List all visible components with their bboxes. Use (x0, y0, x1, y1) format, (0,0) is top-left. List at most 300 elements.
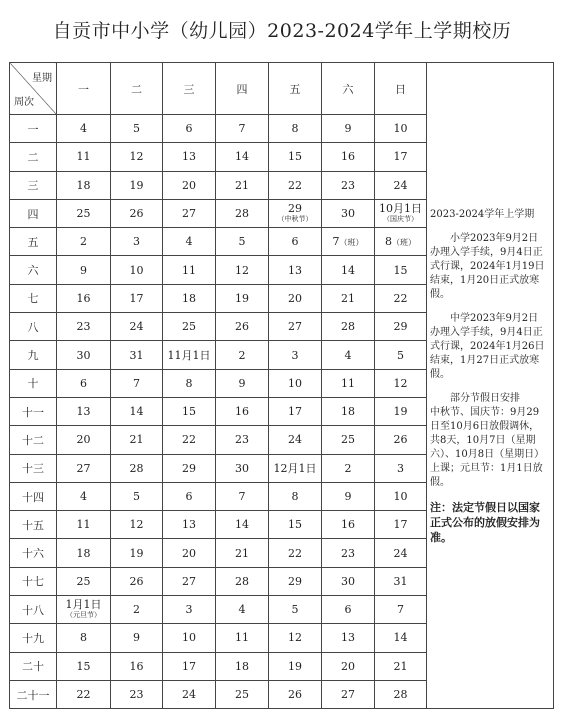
date-cell (163, 567, 216, 595)
date-cell (57, 680, 111, 708)
date-value: 26 (288, 688, 302, 702)
date-cell (57, 454, 111, 482)
date-value: 14 (235, 518, 249, 532)
date-cell (269, 341, 322, 369)
date-value: 17 (393, 518, 408, 532)
date-value: 11 (341, 376, 355, 390)
week-number-cell: 十五 (10, 511, 57, 539)
date-value: 3 (291, 348, 299, 362)
date-value: 20 (76, 433, 91, 447)
date-cell (322, 369, 375, 397)
date-value: 7 (332, 235, 340, 249)
date-cell (111, 143, 163, 171)
date-cell (163, 511, 216, 539)
date-cell (216, 256, 269, 284)
date-cell (163, 482, 216, 510)
date-value: 18 (235, 659, 249, 673)
corner-header-cell (10, 63, 57, 115)
date-cell (57, 199, 111, 227)
date-cell (57, 624, 111, 652)
date-value: 23 (341, 178, 355, 192)
date-value: 2 (80, 235, 87, 249)
date-value: 27 (76, 461, 91, 475)
date-value: 16 (235, 405, 249, 419)
date-cell (111, 369, 163, 397)
date-value: 11 (76, 518, 91, 532)
date-cell (57, 256, 111, 284)
date-value: 14 (235, 150, 249, 164)
date-cell (269, 228, 322, 256)
date-value: 21 (235, 546, 249, 560)
date-cell (57, 313, 111, 341)
date-cell (111, 313, 163, 341)
date-value: 21 (235, 178, 249, 192)
date-value: 20 (182, 178, 196, 192)
date-value: 7 (238, 122, 246, 136)
date-cell (216, 228, 269, 256)
date-value: 15 (288, 518, 302, 532)
weekday-header: 二 (111, 63, 163, 115)
date-value: 3 (133, 235, 140, 249)
date-cell (322, 454, 375, 482)
date-cell (375, 313, 427, 341)
date-value: 30 (235, 461, 249, 475)
date-cell (375, 454, 427, 482)
date-cell (111, 596, 163, 624)
date-cell (163, 454, 216, 482)
date-value: 16 (341, 150, 355, 164)
date-value: 7 (133, 376, 140, 390)
date-value: 28 (235, 574, 249, 588)
date-cell (269, 171, 322, 199)
date-cell (269, 482, 322, 510)
date-value: 23 (129, 688, 144, 702)
date-value: 24 (393, 546, 408, 560)
date-cell (375, 115, 427, 143)
date-value: 22 (182, 433, 196, 447)
week-number-cell: 十九 (10, 624, 57, 652)
week-number-cell: 九 (10, 341, 57, 369)
date-cell (216, 199, 269, 227)
date-cell (322, 341, 375, 369)
date-value: 15 (393, 263, 408, 277)
date-value: 14 (341, 263, 355, 277)
date-cell (269, 652, 322, 680)
date-cell (322, 256, 375, 284)
date-cell (375, 171, 427, 199)
date-cell (111, 652, 163, 680)
date-value: 10 (393, 490, 408, 503)
date-cell (322, 511, 375, 539)
week-number-cell: 十二 (10, 426, 57, 454)
date-cell (216, 511, 269, 539)
date-value: 9 (133, 631, 140, 645)
date-value: 2 (344, 461, 352, 475)
date-cell (375, 624, 427, 652)
week-number-cell: 十八 (10, 596, 57, 624)
notes-remark: 注：法定节假日以国家正式公布的放假安排为准。 (430, 501, 540, 544)
date-cell (57, 115, 111, 143)
date-value: 13 (182, 518, 196, 532)
date-cell (216, 539, 269, 567)
date-cell (269, 624, 322, 652)
date-value: 26 (129, 574, 144, 588)
date-value: 11月1日 (167, 349, 211, 363)
week-number-cell: 十七 (10, 567, 57, 595)
date-cell (111, 680, 163, 708)
date-value: 21 (129, 433, 144, 447)
date-value: 11 (182, 263, 196, 277)
date-value: 13 (182, 150, 196, 164)
date-cell (269, 567, 322, 595)
date-cell (163, 228, 216, 256)
date-value: 29 (288, 202, 302, 216)
notes-middle-school: 中学2023年9月2日办理入学手续，9月4日正式行课，2024年1月26日结束，1月27日正式放寒假。 (430, 313, 545, 380)
date-cell (163, 624, 216, 652)
date-value: 27 (288, 320, 302, 334)
week-number-cell: 二 (10, 143, 57, 171)
date-value: 18 (76, 178, 91, 192)
date-value: 20 (288, 291, 302, 305)
date-cell (163, 652, 216, 680)
date-cell (57, 341, 111, 369)
date-cell (57, 596, 111, 624)
date-value: 19 (129, 546, 144, 560)
date-cell (57, 426, 111, 454)
date-value: 19 (393, 405, 408, 419)
date-value: 1月1日 (65, 598, 102, 612)
date-value: 16 (129, 659, 144, 673)
week-number-cell: 五 (10, 228, 57, 256)
date-value: 21 (341, 291, 355, 305)
date-cell (111, 567, 163, 595)
notes-holiday-text: 中秋节、国庆节：9月29日至10月6日放假调休，共8天，10月7日（星期六）、10月8日（星期日）上课；元旦节：1月1日放假。 (430, 407, 545, 488)
date-cell (269, 680, 322, 708)
date-value: 26 (129, 207, 144, 221)
date-value: 25 (235, 688, 249, 702)
calendar-notes (427, 63, 554, 709)
weekday-header: 五 (269, 63, 322, 115)
notes-holiday-title: 部分节假日安排 (450, 393, 520, 404)
date-value: 9 (344, 490, 352, 503)
date-value: 12 (393, 376, 408, 390)
week-number-cell: 十四 (10, 482, 57, 510)
date-value: 8 (185, 376, 193, 390)
date-cell (269, 284, 322, 312)
date-cell (163, 369, 216, 397)
date-value: 27 (182, 207, 196, 221)
date-cell (269, 199, 322, 227)
date-cell (163, 426, 216, 454)
week-number-cell: 一 (10, 115, 57, 143)
date-value: 17 (393, 150, 408, 164)
week-number-cell: 二十一 (10, 680, 57, 708)
date-value: 28 (235, 207, 249, 221)
date-cell (111, 341, 163, 369)
date-value: 4 (344, 348, 352, 362)
date-value: 10 (393, 122, 408, 136)
date-cell (322, 624, 375, 652)
date-cell (322, 143, 375, 171)
date-value: 4 (238, 603, 246, 617)
date-cell (322, 680, 375, 708)
date-cell (322, 567, 375, 595)
week-axis-label: 周次 (14, 97, 34, 108)
date-value: 6 (185, 122, 193, 136)
date-value: 15 (76, 659, 91, 673)
date-value: 29 (182, 461, 196, 475)
week-number-cell: 八 (10, 313, 57, 341)
date-value: 9 (344, 122, 352, 136)
date-cell (375, 284, 427, 312)
week-number-cell: 十六 (10, 539, 57, 567)
date-cell (269, 511, 322, 539)
date-value: 20 (182, 546, 196, 560)
date-cell (216, 596, 269, 624)
date-cell (216, 143, 269, 171)
date-value: 11 (235, 631, 249, 645)
date-value: 6 (185, 490, 193, 503)
date-value: 6 (291, 235, 299, 249)
date-value: 17 (288, 405, 302, 419)
week-number-cell: 三 (10, 171, 57, 199)
date-value: 4 (80, 490, 87, 503)
date-value: 8 (291, 122, 299, 136)
date-value: 8 (80, 631, 87, 645)
date-value: 28 (393, 688, 408, 702)
date-value: 29 (288, 574, 302, 588)
week-number-cell: 十 (10, 369, 57, 397)
date-value: 5 (397, 348, 404, 362)
date-cell (375, 369, 427, 397)
date-value: 24 (288, 433, 302, 447)
date-cell (163, 539, 216, 567)
date-cell (57, 539, 111, 567)
date-cell (216, 567, 269, 595)
date-value: 22 (76, 688, 91, 702)
date-cell (111, 624, 163, 652)
date-value: 12月1日 (273, 462, 317, 476)
date-cell (216, 341, 269, 369)
date-value: 7 (397, 603, 404, 617)
date-value: 6 (344, 603, 352, 617)
week-number-cell: 二十 (10, 652, 57, 680)
date-value: 21 (393, 659, 408, 673)
date-value: 18 (76, 546, 91, 560)
date-cell (216, 115, 269, 143)
date-value: 30 (341, 207, 355, 221)
date-cell (111, 539, 163, 567)
date-value: 23 (235, 433, 249, 447)
date-value: 9 (80, 263, 87, 277)
date-value: 16 (341, 518, 355, 532)
date-cell (322, 313, 375, 341)
date-cell (216, 680, 269, 708)
date-value: 4 (80, 122, 87, 136)
date-cell (375, 539, 427, 567)
date-value: 18 (182, 291, 196, 305)
date-cell (269, 397, 322, 425)
date-value: 25 (182, 320, 196, 334)
date-cell (163, 256, 216, 284)
date-cell (269, 426, 322, 454)
date-cell (322, 426, 375, 454)
date-value: 13 (76, 405, 91, 419)
date-value: 10 (182, 631, 196, 645)
date-value: 5 (291, 603, 299, 617)
date-value: 13 (341, 631, 355, 645)
date-value: 25 (76, 207, 91, 221)
date-cell (216, 624, 269, 652)
weekday-header: 四 (216, 63, 269, 115)
date-value: 16 (76, 291, 91, 305)
date-cell (111, 256, 163, 284)
holiday-label: （元旦节） (66, 611, 101, 620)
date-cell (111, 228, 163, 256)
date-value: 19 (129, 178, 144, 192)
date-cell (375, 341, 427, 369)
date-cell (375, 256, 427, 284)
date-cell (269, 256, 322, 284)
date-cell (216, 171, 269, 199)
date-cell (322, 596, 375, 624)
date-value: 5 (133, 490, 140, 503)
date-value: 28 (341, 320, 355, 334)
notes-heading: 2023-2024学年上学期 (430, 209, 535, 220)
weekday-header: 一 (57, 63, 111, 115)
date-value: 22 (288, 178, 302, 192)
notes-primary-school: 小学2023年9月2日办理入学手续，9月4日正式行课，2024年1月19日结束，1月20日正式放寒假。 (430, 233, 545, 300)
date-value: 15 (182, 405, 196, 419)
date-cell (163, 143, 216, 171)
date-cell (375, 511, 427, 539)
date-cell (269, 454, 322, 482)
date-cell (269, 143, 322, 171)
date-value: 24 (129, 320, 144, 334)
date-cell (111, 511, 163, 539)
school-calendar-table (9, 62, 554, 709)
date-cell (111, 426, 163, 454)
date-value: 14 (129, 405, 144, 419)
date-value: 30 (76, 348, 91, 362)
date-cell (111, 115, 163, 143)
weekday-axis-label: 星期 (32, 73, 52, 84)
date-cell (57, 511, 111, 539)
date-value: 24 (393, 178, 408, 192)
date-value: 15 (288, 150, 302, 164)
date-cell (269, 539, 322, 567)
date-cell (269, 313, 322, 341)
date-cell (216, 482, 269, 510)
date-cell (216, 454, 269, 482)
date-cell (216, 652, 269, 680)
date-cell (111, 397, 163, 425)
date-cell (163, 313, 216, 341)
date-cell (163, 680, 216, 708)
date-cell (163, 199, 216, 227)
date-cell (375, 482, 427, 510)
date-value: 6 (80, 376, 87, 390)
date-cell (322, 482, 375, 510)
date-value: 12 (129, 518, 144, 532)
date-value: 26 (235, 320, 249, 334)
weekday-header: 六 (322, 63, 375, 115)
date-cell (269, 596, 322, 624)
date-value: 12 (235, 263, 249, 277)
date-value: 10月1日 (379, 202, 422, 216)
date-value: 19 (235, 291, 249, 305)
workday-tag: （班） (392, 238, 416, 248)
date-value: 5 (133, 122, 140, 136)
date-value: 7 (238, 490, 246, 503)
date-cell (111, 199, 163, 227)
date-value: 25 (341, 433, 355, 447)
date-cell (322, 228, 375, 256)
week-number-cell: 六 (10, 256, 57, 284)
date-cell (111, 171, 163, 199)
page-title: 自贡市中小学（幼儿园）2023-2024学年上学期校历 (52, 20, 512, 42)
date-cell (163, 284, 216, 312)
date-cell (163, 341, 216, 369)
date-value: 17 (129, 291, 144, 305)
date-cell (57, 397, 111, 425)
date-cell (57, 369, 111, 397)
week-number-cell: 七 (10, 284, 57, 312)
date-value: 23 (341, 546, 355, 560)
date-cell (216, 369, 269, 397)
date-cell (57, 482, 111, 510)
date-cell (322, 171, 375, 199)
date-cell (322, 397, 375, 425)
date-cell (375, 596, 427, 624)
date-value: 27 (182, 574, 196, 588)
date-value: 4 (185, 235, 193, 249)
date-value: 19 (288, 659, 302, 673)
week-number-cell: 四 (10, 199, 57, 227)
date-cell (216, 397, 269, 425)
date-value: 12 (288, 631, 302, 645)
date-cell (322, 652, 375, 680)
date-value: 31 (393, 574, 408, 588)
date-value: 29 (393, 320, 408, 334)
date-value: 31 (129, 348, 144, 362)
date-cell (322, 539, 375, 567)
date-value: 20 (341, 659, 355, 673)
holiday-label: （国庆节） (383, 215, 418, 224)
date-cell (375, 680, 427, 708)
date-value: 28 (129, 461, 144, 475)
date-value: 24 (182, 688, 196, 702)
weekday-header: 日 (375, 63, 427, 115)
date-cell (57, 567, 111, 595)
week-number-cell: 十一 (10, 397, 57, 425)
date-value: 3 (397, 461, 404, 475)
date-value: 14 (393, 631, 408, 645)
date-cell (375, 652, 427, 680)
date-cell (57, 171, 111, 199)
workday-tag: （班） (339, 238, 364, 248)
date-cell (163, 397, 216, 425)
date-value: 27 (341, 688, 355, 702)
date-cell (57, 143, 111, 171)
date-value: 3 (185, 603, 193, 617)
weekday-header: 三 (163, 63, 216, 115)
date-value: 11 (76, 150, 91, 164)
date-value: 22 (288, 546, 302, 560)
date-cell (111, 482, 163, 510)
date-value: 12 (129, 150, 144, 164)
date-cell (322, 115, 375, 143)
